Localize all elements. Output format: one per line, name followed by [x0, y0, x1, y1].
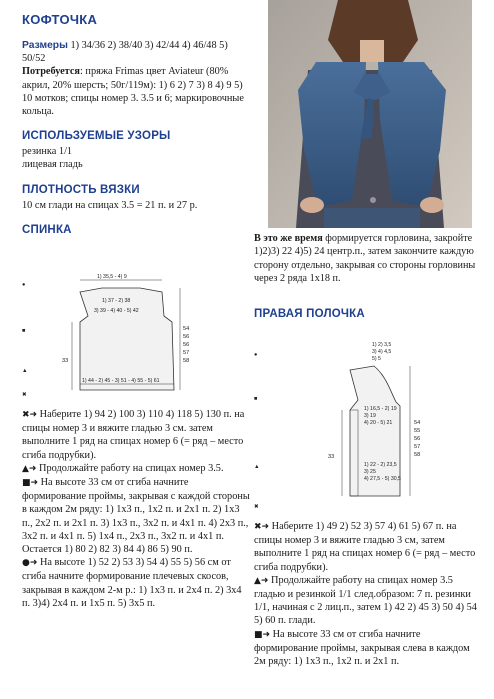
- step-symbol: ▲➜: [254, 575, 269, 586]
- step-text: Наберите 1) 49 2) 52 3) 57 4) 61 5) 67 п. на спицы номер 3 и вяжите гладью 3 см, затем выполните 1 ряд на спицах номер 6 (= ряд – место сгиба подрубки).: [254, 521, 476, 573]
- front-dim-shoulder-b: 3) 19: [364, 413, 376, 419]
- page-title: КОФТОЧКА: [22, 12, 98, 27]
- step-symbol: ■➜: [254, 629, 271, 640]
- front-side-a: 54: [414, 420, 421, 426]
- step-text: Наберите 1) 94 2) 100 3) 110 4) 118 5) 130 п. на спицы номер 3 и вяжите гладью 3 см. затем выполните 1 ряд на спицах номер 6 (= ряд – место сгиба подрубки).: [22, 409, 245, 461]
- step-symbol: ✖➜: [254, 522, 270, 532]
- step-symbol: ▲➜: [22, 463, 37, 474]
- front-dim-top-b: 3) 4) 4,5: [372, 349, 392, 355]
- step-text: Продолжайте работу на спицах номер 3.5.: [36, 462, 224, 474]
- front-heading: ПРАВАЯ ПОЛОЧКА: [254, 307, 365, 320]
- step-text: На высоте 33 см от сгиба начните формирование проймы, закрывая с каждой стороны в каждом 2м ряду: 1) 1x3 п., 1x2 п. и 2x1 п. 2) 1x3 п., 2x2 п. и 2x1 п. 3) 1x3 п., 3x2 п. и 4x1 п. 4) 2x3 п., 3x2 п. и 4x1 п. 5) 1x4 п., 2x3 п., 3x2 п. и 4x1 п. Остается 1) 80 2) 82 3) 84 4) 86 5) 90 п.: [22, 477, 250, 556]
- materials-text: : пряжа Frimas цвет Aviateur (80% акрил, 20% шерсть; 50г/119м): 1) 6 2) 7 3) 8 4) 9 5) 10 мотков; спицы номер 3. 3.5 и 6; маркировочные кольца.: [22, 66, 244, 118]
- back-left-num: 33: [62, 358, 69, 364]
- legend-square-icon: ■: [22, 328, 26, 334]
- step-text: На высоте 1) 52 2) 53 3) 54 4) 55 5) 56 см от сгиба начните формирование плечевых скосов, закрывая в каждом 2-м р.: 1) 1x3 п. и 2x4 п. 2) 3x4 п. 3)4) 2x4 п. и 1x5 п. 5) 3x5 п.: [22, 557, 242, 609]
- back-step: [22, 462, 250, 476]
- back-dim-bottom: 1) 44 - 2) 45 - 3) 51 - 4) 55 - 5) 61: [82, 378, 160, 384]
- legend-triangle-icon: ▲: [22, 368, 28, 374]
- step-text: На высоте 33 см от сгиба начните формирование проймы, закрывая слева в каждом 2м ряду: 1) 1x3 п., 1x2 п. и 2x1 п.: [254, 628, 470, 668]
- back-dim-top-left: 1) 35,5 - 4) 9: [97, 274, 127, 280]
- neck-block: [254, 232, 480, 323]
- left-column: [22, 10, 248, 239]
- front-side-c: 56: [414, 436, 421, 442]
- front-dim-bottom-b: 3) 25: [364, 469, 376, 475]
- front-dim-bottom-a: 1) 22 - 2) 23,5: [364, 462, 397, 468]
- front-step: [254, 628, 482, 669]
- pattern-item: лицевая гладь: [22, 159, 83, 171]
- patterns-heading: ИСПОЛЬЗУЕМЫЕ УЗОРЫ: [22, 130, 171, 143]
- legend-circle-icon: ●: [254, 352, 258, 358]
- front-step: [254, 520, 482, 574]
- sizes-text: 1) 34/36 2) 38/40 3) 42/44 4) 46/48 5) 50/52: [22, 40, 228, 65]
- back-dim-top-mid: 1) 37 - 2) 38: [102, 298, 131, 304]
- legend-circle-icon: ●: [22, 282, 26, 288]
- back-heading: СПИНКА: [22, 223, 72, 236]
- back-step: [22, 408, 250, 462]
- front-instructions: [254, 520, 482, 668]
- step-symbol: ●➜: [22, 558, 38, 569]
- back-side-b: 56: [183, 334, 190, 340]
- front-left-num: 33: [328, 454, 335, 460]
- back-side-e: 58: [183, 358, 190, 364]
- front-side-d: 57: [414, 444, 421, 450]
- front-side-b: 55: [414, 428, 421, 434]
- materials-label: Потребуется: [22, 66, 80, 78]
- front-dim-top-a: 1) 2) 3,5: [372, 342, 392, 348]
- back-diagram: [22, 272, 220, 402]
- front-dim-shoulder-a: 1) 16,5 - 2) 19: [364, 406, 397, 412]
- legend-cross-icon: ✖: [254, 504, 259, 510]
- model-illustration: [268, 0, 472, 228]
- sizes-label: Размеры: [22, 40, 68, 51]
- back-side-c: 56: [183, 342, 190, 348]
- neck-lead: В это же время: [254, 233, 323, 244]
- step-symbol: ■➜: [22, 478, 39, 489]
- gauge-heading: ПЛОТНОСТЬ ВЯЗКИ: [22, 183, 140, 196]
- back-side-a: 54: [183, 326, 190, 332]
- back-dim-mid: 3) 39 - 4) 40 - 5) 42: [94, 308, 139, 314]
- front-dim-bottom-c: 4) 27,5 - 5) 30,5: [364, 476, 401, 482]
- legend-triangle-icon: ▲: [254, 464, 260, 470]
- front-side-e: 58: [414, 452, 421, 458]
- back-instructions: [22, 408, 250, 610]
- legend-square-icon: ■: [254, 396, 258, 402]
- step-symbol: ✖➜: [22, 410, 38, 420]
- back-step: [22, 476, 250, 556]
- patterns-block: [22, 130, 248, 171]
- front-diagram: [254, 340, 450, 516]
- legend-cross-icon: ✖: [22, 392, 27, 398]
- step-text: Продолжайте работу на спицах номер 3.5 гладью и резинкой 1/1 след.образом: 7 п. резинки 1/1, начиная с 2 лиц.п., затем 1) 42 2) 45 3) 50 4) 54 5) 60 п. глади.: [254, 574, 477, 627]
- sizes-block: [22, 39, 248, 118]
- front-step: [254, 574, 482, 628]
- pattern-item: резинка 1/1: [22, 146, 73, 158]
- gauge-block: [22, 184, 248, 212]
- back-side-d: 57: [183, 350, 190, 356]
- front-dim-top-c: 5) 5: [372, 356, 381, 362]
- back-step: [22, 556, 250, 610]
- model-photo: [268, 0, 472, 228]
- neck-text: формируется горловина, закройте 1)2)3) 22 4)5) 24 центр.п., затем закончите каждую сторону отдельно, закрывая со стороны горловины через 2 ряда 1x18 п.: [254, 233, 476, 285]
- front-dim-shoulder-c: 4) 20 - 5) 21: [364, 420, 393, 426]
- gauge-text: 10 см глади на спицах 3.5 = 21 п. и 27 р.: [22, 199, 198, 211]
